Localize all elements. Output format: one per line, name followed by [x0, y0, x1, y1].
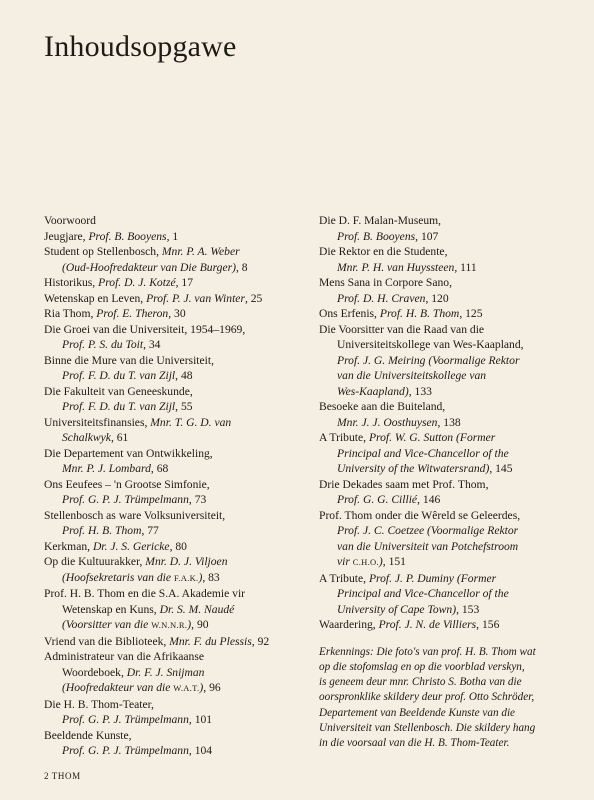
- toc-entry-text: , 30: [168, 307, 186, 320]
- toc-entry-text: Ons Eeufees – 'n Grootse Simfonie,: [44, 477, 210, 491]
- toc-entry-abbrev: F.A.K.: [173, 572, 199, 583]
- toc-entry-author: ): [187, 618, 192, 631]
- toc-entry-author: Prof. J. P. Duminy (Former: [368, 571, 497, 585]
- toc-entry-line: [319, 306, 587, 322]
- toc-entry: [319, 477, 587, 508]
- toc-entry-text: , 73: [188, 493, 207, 506]
- toc-entry-line: [319, 554, 587, 571]
- toc-entry: [44, 229, 314, 245]
- toc-entry-line: [44, 586, 314, 602]
- acknowledgement-line: op die stofomslag en op die voorblad verskyn,: [319, 660, 525, 673]
- toc-entry-line: [319, 322, 587, 338]
- acknowledgement-line: Departement van Beeldende Kunste van die: [319, 706, 516, 719]
- toc-entry: [319, 306, 587, 322]
- toc-entry-author: Mnr. P. H. van Huyssteen: [337, 260, 455, 274]
- toc-entry-line: [44, 665, 314, 681]
- toc-entry-line: [319, 539, 587, 555]
- toc-entry-text: Prof. Thom onder die Wêreld se Geleerdes,: [319, 508, 521, 522]
- toc-entry-text: Stellenbosch as ware Volksuniversiteit,: [44, 508, 226, 522]
- toc-entry-text: , 17: [175, 276, 193, 289]
- toc-entry-author: van die Universiteit van Potchefstroom: [337, 539, 519, 553]
- toc-entry-line: [44, 508, 314, 524]
- toc-entry-author: Principal and Vice-Chancellor of the: [337, 587, 509, 600]
- toc-entry-author: Prof. J. C. Coetzee (Voormalige Rektor: [337, 524, 519, 537]
- toc-entry-text: , 83: [202, 570, 220, 584]
- toc-entry-line: [44, 399, 314, 415]
- toc-entry-line: [44, 712, 314, 728]
- toc-entry-line: [319, 430, 587, 446]
- toc-entry-line: [44, 244, 314, 260]
- toc-entry: [44, 697, 314, 728]
- toc-entry-line: [44, 728, 314, 744]
- toc-entry-author: Dr. F. J. Snijman: [126, 665, 205, 679]
- toc-entry-text: , 111: [454, 260, 477, 274]
- toc-entry-text: Historikus,: [44, 276, 99, 289]
- toc-entry-line: [319, 446, 587, 462]
- toc-entry-text: Student op Stellenbosch,: [44, 245, 162, 258]
- toc-entry-text: , 153: [456, 602, 480, 616]
- toc-entry-author: Prof. H. B. Thom: [62, 524, 142, 537]
- toc-entry-text: , 68: [150, 462, 169, 475]
- toc-entry-text: , 120: [425, 291, 449, 305]
- toc-entry-text: , 1: [166, 229, 179, 243]
- toc-entry-line: [319, 617, 587, 633]
- toc-entry-text: Vriend van die Biblioteek,: [44, 634, 170, 648]
- toc-entry-line: [44, 554, 314, 570]
- toc-entry: [44, 244, 314, 275]
- toc-entry-line: [44, 539, 314, 555]
- toc-entry-text: , 34: [143, 338, 161, 351]
- toc-entry-text: , 25: [244, 291, 263, 305]
- toc-entry: [319, 213, 587, 244]
- toc-entry-text: Besoeke aan die Buiteland,: [319, 400, 446, 413]
- toc-entry-author: Prof. D. J. Kotzé: [98, 276, 176, 289]
- toc-entry-text: Wetenskap en Kuns,: [62, 602, 160, 616]
- toc-entry-author: Schalkwyk: [62, 431, 111, 444]
- toc-entry-text: , 156: [476, 618, 500, 631]
- toc-entry: [319, 617, 587, 633]
- toc-entry-text: A Tribute,: [319, 571, 369, 585]
- toc-entry-line: [44, 523, 314, 539]
- toc-entry-author: Prof. F. D. du T. van Zijl: [62, 369, 176, 382]
- toc-entry-text: Drie Dekades saam met Prof. Thom,: [319, 477, 489, 491]
- toc-entry-author: Mnr. P. J. Lombard: [62, 462, 151, 475]
- toc-entry-line: [44, 649, 314, 665]
- toc-entry-line: [319, 244, 587, 260]
- toc-entry-text: Beeldende Kunste,: [44, 728, 132, 742]
- toc-entry-line: [44, 446, 314, 462]
- toc-entry-author: Prof. J. N. de Villiers: [378, 618, 477, 631]
- toc-right-entries: [319, 213, 587, 633]
- toc-entry-text: Jeugjare,: [44, 229, 89, 243]
- toc-entry-text: , 146: [417, 493, 441, 506]
- toc-entry-line: [44, 306, 314, 322]
- toc-entry-text: Universiteitsfinansies,: [44, 415, 151, 429]
- toc-entry-line: [319, 353, 587, 369]
- toc-entry-author: Prof. W. G. Sutton (Former: [368, 431, 496, 444]
- toc-entry-author: Dr. J. S. Gericke: [92, 539, 170, 553]
- toc-entry-author: Prof. F. D. du T. van Zijl: [62, 400, 176, 413]
- toc-entry-text: Universiteitskollege van Wes-Kaapland,: [337, 338, 524, 351]
- toc-entry-line: [44, 337, 314, 353]
- toc-entry: [319, 508, 587, 571]
- toc-entry-text: Ria Thom,: [44, 307, 97, 320]
- toc-entry: [44, 415, 314, 446]
- toc-entry-text: , 151: [382, 555, 406, 568]
- toc-entry-author: Prof. J. G. Meiring (Voormalige Rektor: [337, 353, 520, 367]
- toc-entry: [44, 554, 314, 586]
- toc-entry-line: [44, 477, 314, 493]
- toc-entry: [319, 275, 587, 306]
- toc-entry-author: Prof. G. P. J. Trümpelmann: [62, 713, 189, 726]
- toc-entry-author: Principal and Vice-Chancellor of the: [337, 446, 509, 460]
- toc-entry-author: University of the Witwatersrand): [337, 462, 490, 475]
- acknowledgement-line: oorspronklike skildery deur prof. Otto Schröder,: [319, 691, 535, 704]
- toc-entry-author: University of Cape Town): [337, 602, 457, 616]
- toc-entry: [44, 586, 314, 634]
- toc-entry-text: , 101: [188, 713, 213, 726]
- toc-entry-line: [319, 461, 587, 477]
- toc-entry: [319, 430, 587, 477]
- toc-entry-text: Waardering,: [319, 618, 379, 631]
- acknowledgement-line: is geneem deur mnr. Christo S. Botha van die: [319, 676, 522, 689]
- toc-entry-author: (Voorsitter van die: [62, 618, 152, 631]
- toc-entry-author: Mnr. D. J. Viljoen: [145, 555, 228, 568]
- toc-entry-text: Op die Kultuurakker,: [44, 555, 146, 568]
- toc-entry-line: [44, 602, 314, 618]
- toc-entry-text: Die D. F. Malan-Museum,: [319, 214, 442, 227]
- toc-entry-line: [44, 430, 314, 446]
- toc-entry-text: , 48: [175, 369, 193, 382]
- toc-entry-line: [319, 399, 587, 415]
- toc-entry-author: Prof. G. P. J. Trümpelmann: [62, 744, 189, 757]
- toc-entry: [44, 275, 314, 291]
- toc-entry-text: Die H. B. Thom-Teater,: [44, 697, 154, 711]
- toc-entry-line: [44, 322, 314, 338]
- toc-entry-text: Binne die Mure van die Universiteit,: [44, 353, 215, 367]
- toc-entry-text: , 145: [489, 462, 513, 475]
- toc-right-column: [319, 213, 587, 752]
- toc-entry-abbrev: W.A.T.: [173, 683, 200, 693]
- toc-entry-text: Prof. H. B. Thom en die S.A. Akademie vir: [44, 587, 246, 600]
- toc-entry-author: Prof. H. B. Thom: [379, 307, 460, 320]
- toc-entry-line: [44, 680, 314, 697]
- toc-entry-text: , 92: [251, 634, 270, 648]
- toc-entry: [44, 306, 314, 322]
- toc-entry-text: , 133: [408, 384, 432, 398]
- toc-entry: [44, 353, 314, 384]
- toc-entry-line: [44, 384, 314, 400]
- toc-entry-line: [44, 368, 314, 384]
- toc-entry-line: [319, 508, 587, 524]
- toc-entry-text: , 80: [169, 539, 187, 553]
- toc-entry-author: (Hoofredakteur van die: [62, 681, 174, 694]
- toc-entry: [44, 634, 314, 650]
- toc-entry-line: [319, 477, 587, 493]
- toc-entry-text: , 96: [203, 681, 221, 694]
- toc-entry-text: , 104: [188, 744, 213, 757]
- toc-entry-line: [319, 586, 587, 602]
- toc-entry-line: [319, 384, 587, 400]
- toc-entry-author: Dr. S. M. Naudé: [159, 602, 235, 616]
- toc-entry-author: ): [199, 681, 204, 694]
- toc-entry-author: Prof. E. Theron: [96, 307, 169, 320]
- toc-entry-author: Prof. G. P. J. Trümpelmann: [62, 493, 189, 506]
- toc-entry-author: Prof. B. Booyens: [337, 229, 416, 243]
- toc-entry-text: A Tribute,: [319, 431, 369, 444]
- toc-entry-line: [44, 415, 314, 431]
- toc-entry: [44, 384, 314, 415]
- toc-entry-line: [319, 291, 587, 307]
- toc-entry-line: [319, 602, 587, 618]
- toc-entry-line: [319, 368, 587, 384]
- toc-entry: [44, 322, 314, 353]
- toc-entry-author: Mnr. P. A. Weber: [161, 245, 240, 258]
- toc-entry-author: Mnr. J. J. Oosthuysen: [337, 415, 438, 429]
- toc-entry-abbrev: W.N.N.R.: [151, 620, 188, 630]
- toc-entry-author: (Hoofsekretaris van die: [62, 570, 174, 584]
- toc-entry-line: [44, 697, 314, 713]
- toc-entry-line: [44, 353, 314, 369]
- toc-entry-line: [319, 523, 587, 539]
- toc-entry-line: [44, 743, 314, 759]
- toc-entry-text: , 61: [110, 431, 129, 444]
- page-title: Inhoudsopgawe: [44, 30, 237, 63]
- toc-entry-text: Die Rektor en die Studente,: [319, 245, 448, 258]
- toc-entry: [44, 213, 314, 229]
- toc-entry-author: Prof. B. Booyens: [88, 229, 167, 243]
- acknowledgement-line: in die voorsaal van die H. B. Thom-Teater.: [319, 737, 510, 750]
- toc-entry-text: , 90: [191, 618, 209, 631]
- toc-entry-text: Kerkman,: [44, 539, 93, 553]
- toc-entry-author: ): [378, 555, 383, 568]
- toc-entry: [44, 649, 314, 697]
- toc-entry-text: Woordeboek,: [62, 665, 127, 679]
- toc-entry-text: , 77: [141, 524, 159, 537]
- toc-entry-line: [319, 213, 587, 229]
- toc-entry: [44, 508, 314, 539]
- toc-entry-author: Prof. P. J. van Winter: [146, 291, 245, 305]
- toc-entry-author: (Oud-Hoofredakteur van Die Burger): [62, 260, 236, 274]
- toc-entry-line: [44, 275, 314, 291]
- page-footer: 2 THOM: [44, 771, 81, 781]
- acknowledgement-note: [319, 645, 587, 752]
- toc-entry-author: van die Universiteitskollege van: [337, 369, 487, 382]
- toc-entry-line: [44, 461, 314, 477]
- toc-entry: [44, 539, 314, 555]
- acknowledgement-line: Universiteit van Stellenbosch. Die skildery hang: [319, 721, 536, 734]
- toc-entry: [319, 571, 587, 618]
- toc-entry-line: [319, 492, 587, 508]
- toc-left-column: [44, 213, 314, 759]
- toc-entry-line: [44, 213, 314, 229]
- toc-entry-line: [319, 260, 587, 276]
- toc-entry-author: Wes-Kaapland): [337, 384, 409, 398]
- toc-entry: [44, 728, 314, 759]
- toc-entry-text: Die Fakulteit van Geneeskunde,: [44, 384, 193, 398]
- toc-entry-text: , 55: [175, 400, 193, 413]
- toc-entry-text: Die Groei van die Universiteit, 1954–1969,: [44, 322, 246, 336]
- toc-entry-text: Voorwoord: [44, 214, 96, 227]
- toc-entry-line: [319, 337, 587, 353]
- toc-entry-author: Mnr. T. G. D. van: [150, 415, 232, 429]
- toc-entry-author: Mnr. F. du Plessis: [169, 634, 252, 648]
- toc-entry: [44, 291, 314, 307]
- toc-entry-text: , 8: [235, 260, 248, 274]
- toc-entry-line: [44, 617, 314, 634]
- toc-entry-line: [44, 570, 314, 587]
- toc-entry: [44, 477, 314, 508]
- toc-entry-text: Wetenskap en Leven,: [44, 291, 147, 305]
- toc-entry-line: [319, 275, 587, 291]
- toc-entry-text: , 138: [437, 415, 461, 429]
- toc-entry-text: Die Voorsitter van die Raad van die: [319, 322, 485, 336]
- toc-entry: [44, 446, 314, 477]
- toc-entry: [319, 322, 587, 400]
- toc-entry-line: [44, 260, 314, 276]
- toc-entry-text: Mens Sana in Corpore Sano,: [319, 276, 452, 289]
- toc-entry-text: Administrateur van die Afrikaanse: [44, 650, 205, 663]
- toc-entry-author: Prof. P. S. du Toit: [62, 338, 144, 351]
- toc-entry-line: [44, 229, 314, 245]
- toc-entry-text: , 125: [459, 307, 483, 320]
- acknowledgement-line: Erkennings: Die foto's van prof. H. B. Thom wat: [319, 645, 536, 658]
- toc-entry: [319, 399, 587, 430]
- toc-entry-line: [319, 571, 587, 587]
- toc-entry-line: [44, 634, 314, 650]
- toc-entry-abbrev: C.H.O.: [352, 557, 379, 567]
- toc-entry-line: [44, 291, 314, 307]
- toc-entry-author: Prof. G. G. Cillié: [337, 493, 418, 506]
- toc-entry-author: ): [198, 570, 203, 584]
- toc-entry-author: vir: [337, 555, 353, 568]
- toc-entry-text: , 107: [415, 229, 439, 243]
- toc-entry-text: Ons Erfenis,: [319, 307, 380, 320]
- toc-entry-line: [319, 415, 587, 431]
- toc-entry-line: [44, 492, 314, 508]
- toc-entry-author: Prof. D. H. Craven: [337, 291, 426, 305]
- toc-entry: [319, 244, 587, 275]
- toc-entry-text: Die Departement van Ontwikkeling,: [44, 446, 213, 460]
- toc-entry-line: [319, 229, 587, 245]
